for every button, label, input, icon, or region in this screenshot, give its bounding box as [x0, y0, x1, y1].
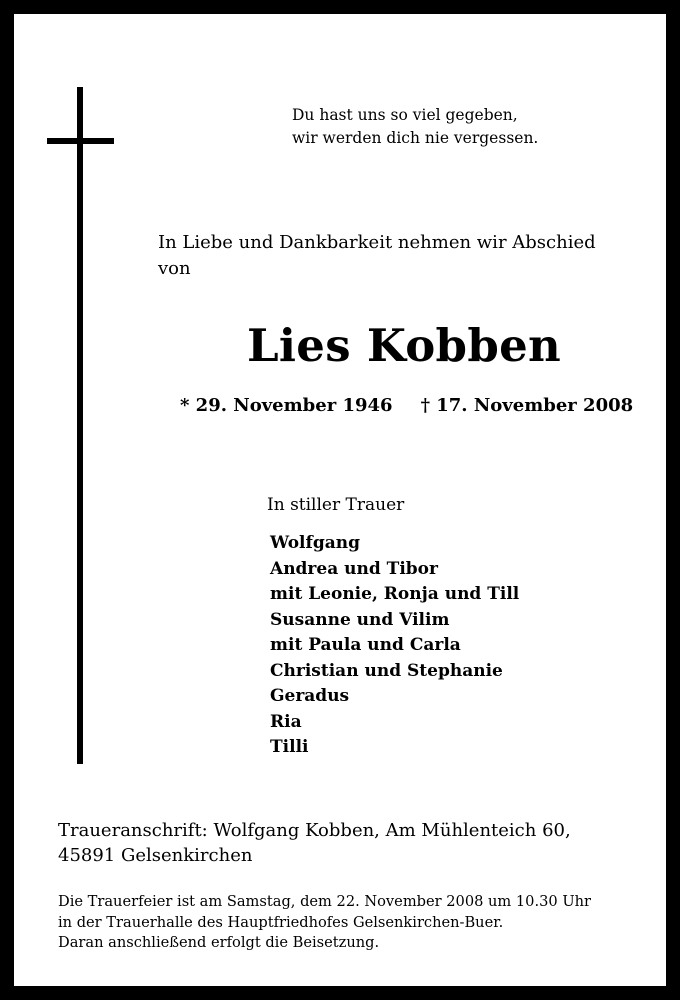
motto-line: Du hast uns so viel gegeben,	[292, 106, 518, 124]
family-member: mit Leonie, Ronja und Till	[270, 584, 520, 604]
family-list	[270, 531, 519, 761]
family-member: Ria	[270, 711, 302, 732]
motto-line: wir werden dich nie vergessen.	[292, 129, 539, 147]
death-date: † 17. November 2008	[420, 395, 634, 416]
address-line: Traueranschrift: Wolfgang Kobben, Am Mühlenteich 60,	[58, 820, 571, 841]
birth-date: * 29. November 1946	[180, 395, 393, 416]
motto	[292, 104, 538, 150]
family-member: Susanne und Vilim	[270, 609, 450, 630]
family-member: Tilli	[270, 737, 309, 757]
mourning-address	[58, 818, 571, 868]
cross-icon-crossbar	[47, 138, 114, 144]
intro-text	[158, 230, 596, 282]
funeral-notice	[58, 892, 591, 954]
family-member: Christian und Stephanie	[270, 660, 503, 681]
address-line: 45891 Gelsenkirchen	[58, 845, 253, 866]
family-member: Wolfgang	[270, 533, 360, 553]
funeral-notice-line: Die Trauerfeier ist am Samstag, dem 22. November 2008 um 10.30 Uhr	[58, 893, 591, 910]
funeral-notice-line: Daran anschließend erfolgt die Beisetzung.	[58, 934, 380, 951]
life-dates	[180, 393, 633, 419]
mourning-heading: In stiller Trauer	[267, 495, 405, 515]
family-member: mit Paula und Carla	[270, 635, 461, 655]
family-member: Geradus	[270, 686, 350, 706]
funeral-notice-line: in der Trauerhalle des Hauptfriedhofes Gelsenkirchen-Buer.	[58, 913, 504, 931]
family-member: Andrea und Tibor	[270, 558, 438, 579]
cross-icon	[77, 87, 83, 764]
intro-line: von	[158, 258, 191, 279]
deceased-name: Lies Kobben	[246, 319, 562, 372]
intro-line: In Liebe und Dankbarkeit nehmen wir Abschied	[158, 232, 596, 253]
